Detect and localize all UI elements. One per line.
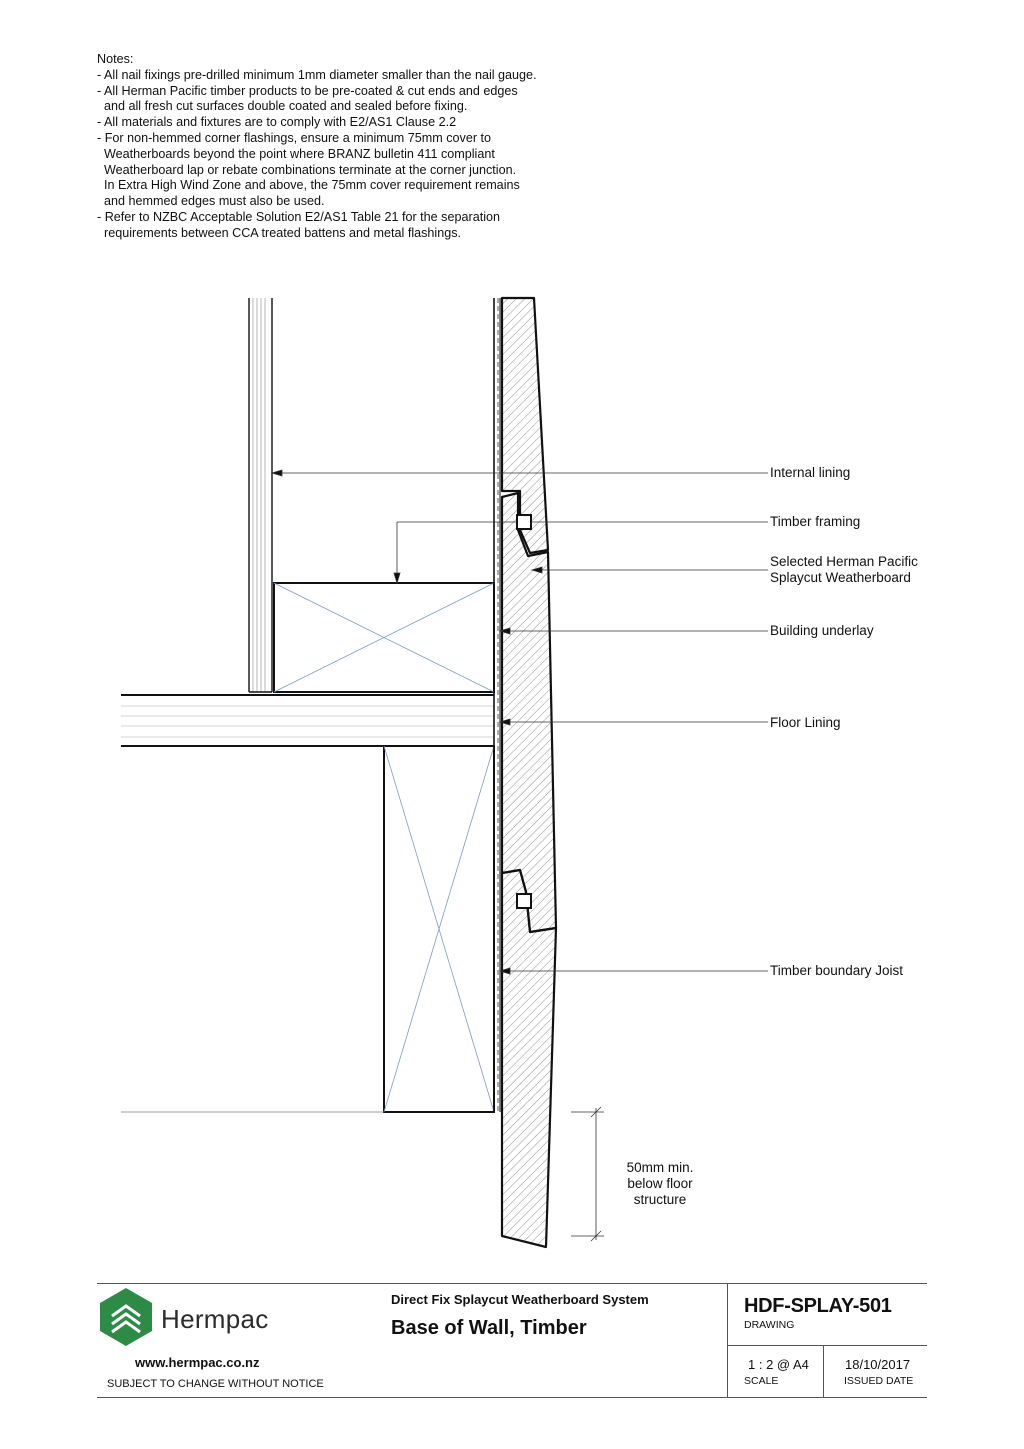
note-line: Weatherboards beyond the point where BRANZ bulletin 411 compliant [97, 146, 495, 161]
callout-floor-lining: Floor Lining [770, 715, 841, 730]
note-line: - All nail fixings pre-drilled minimum 1mm diameter smaller than the nail gauge. [97, 67, 537, 82]
callout-weatherboard-line2: Splaycut Weatherboard [770, 570, 911, 585]
drawing-label: DRAWING [744, 1319, 795, 1331]
note-line: In Extra High Wind Zone and above, the 75mm cover requirement remains [97, 178, 520, 193]
bottom-plate [274, 583, 494, 692]
note-line: requirements between CCA treated battens and metal flashings. [97, 225, 462, 240]
weatherboards [502, 298, 556, 1247]
hermpac-logo-icon [97, 1286, 155, 1348]
issued-date-value: 18/10/2017 [845, 1357, 911, 1372]
drawing-number: HDF-SPLAY-501 [744, 1295, 892, 1317]
boundary-joist [384, 746, 494, 1112]
note-line: - For non-hemmed corner flashings, ensure a minimum 75mm cover to [97, 130, 492, 145]
note-line: - Refer to NZBC Acceptable Solution E2/AS1 Table 21 for the separation [97, 209, 500, 224]
brand-name: Hermpac [161, 1304, 269, 1334]
callout-timber-framing: Timber framing [770, 514, 861, 529]
dimension-text-1: 50mm min. [626, 1160, 694, 1175]
callout-internal-lining: Internal lining [770, 465, 851, 480]
callout-weatherboard-line1: Selected Herman Pacific [770, 554, 918, 569]
note-line: - All Herman Pacific timber products to be pre-coated & cut ends and edges [97, 83, 518, 98]
note-line: and all fresh cut surfaces double coated and sealed before fixing. [97, 99, 468, 114]
scale-label: SCALE [744, 1375, 779, 1387]
scale-value: 1 : 2 @ A4 [748, 1357, 809, 1372]
issued-date-label: ISSUED DATE [844, 1375, 914, 1387]
drawing-title: Base of Wall, Timber [391, 1317, 587, 1339]
note-line: - All materials and fixtures are to comply with E2/AS1 Clause 2.2 [97, 115, 457, 130]
subject-notice: SUBJECT TO CHANGE WITHOUT NOTICE [107, 1378, 324, 1390]
internal-lining [249, 298, 272, 692]
title-block [97, 1283, 927, 1398]
callout-boundary-joist: Timber boundary Joist [770, 963, 904, 978]
floor-lining [121, 695, 494, 746]
callout-building-underlay: Building underlay [770, 623, 874, 638]
website-link[interactable]: www.hermpac.co.nz [135, 1355, 260, 1370]
note-line: and hemmed edges must also be used. [97, 194, 325, 209]
note-line: Weatherboard lap or rebate combinations terminate at the corner junction. [97, 162, 517, 177]
dimension-text-3: structure [633, 1192, 687, 1207]
dimension-text-2: below floor [627, 1176, 693, 1191]
system-name: Direct Fix Splaycut Weatherboard System [391, 1292, 649, 1307]
notes-heading: Notes: [97, 52, 134, 66]
